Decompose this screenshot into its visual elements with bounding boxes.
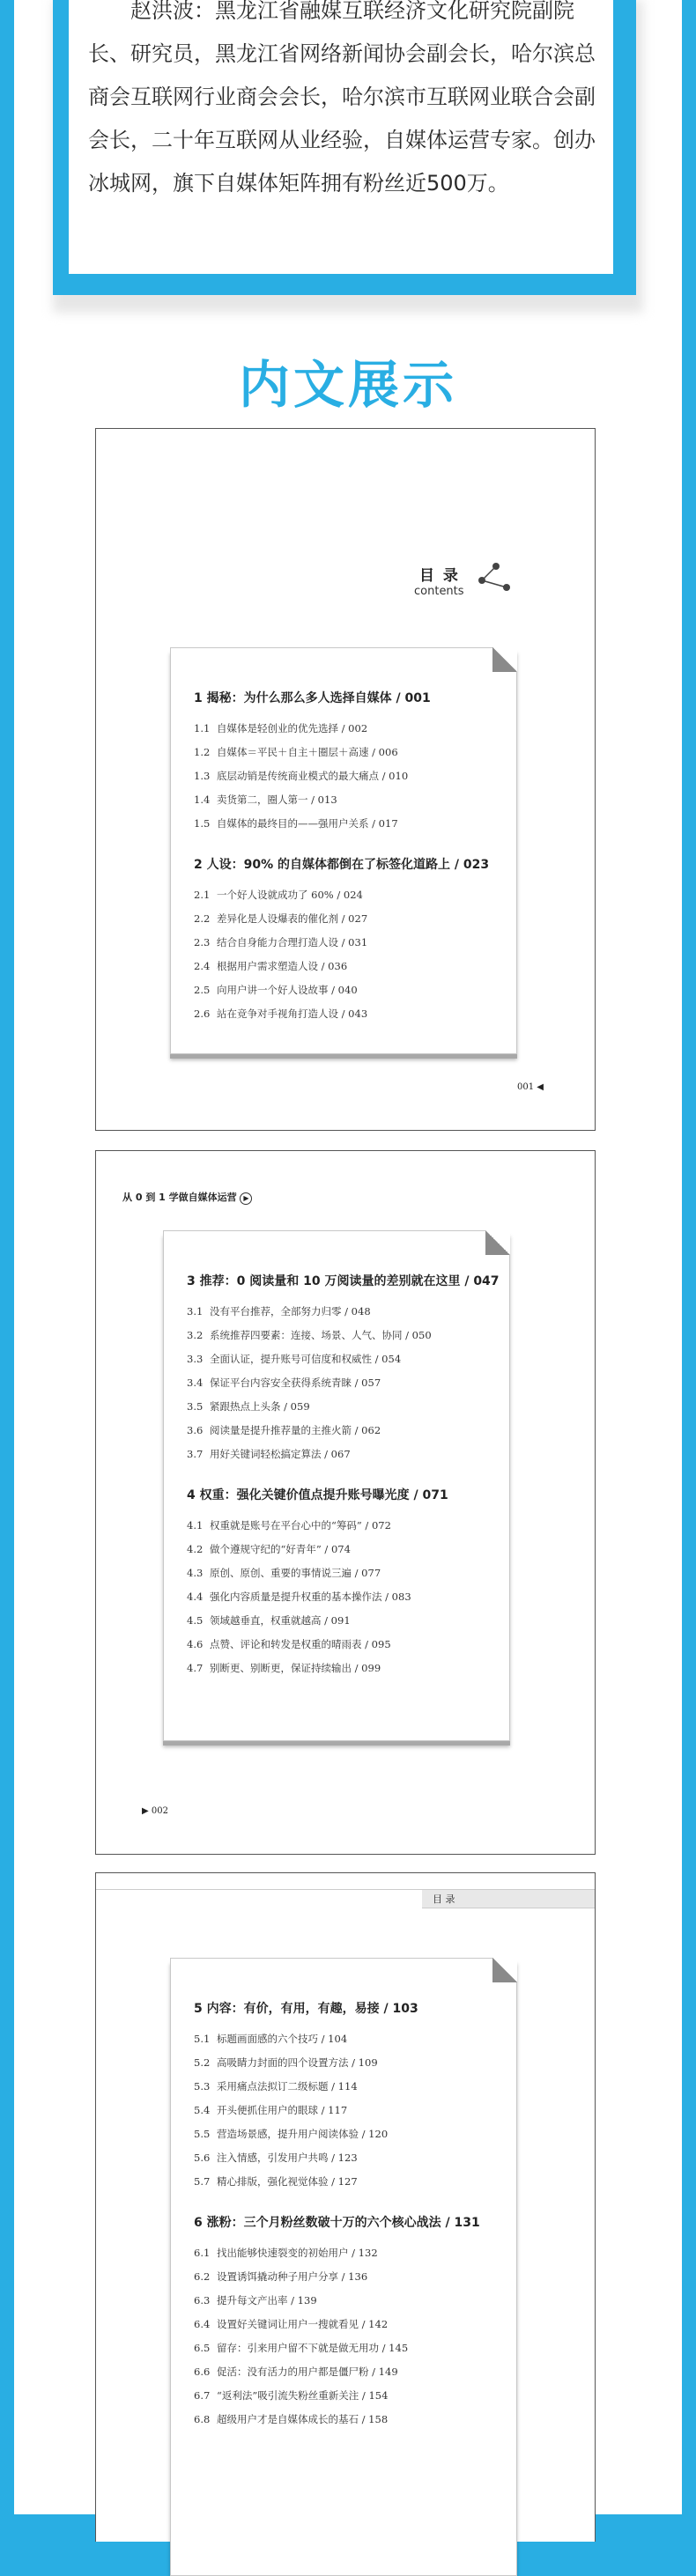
toc-item xyxy=(187,1419,500,1443)
header-label: 目 录 xyxy=(433,1893,455,1905)
item-text: 标题画面感的六个技巧 / 104 xyxy=(217,2033,348,2045)
item-number: 4.2 xyxy=(187,1543,204,1555)
item-number: 6.2 xyxy=(194,2270,211,2283)
toc-item xyxy=(194,812,489,836)
toc-item xyxy=(194,2241,480,2265)
running-head-text: 从 0 到 1 学做自媒体运营 xyxy=(122,1192,237,1203)
item-text: 开头便抓住用户的眼球 / 117 xyxy=(217,2104,348,2116)
item-number: 1.3 xyxy=(194,770,211,782)
molecule-icon xyxy=(477,561,514,596)
item-number: 2.3 xyxy=(194,936,211,948)
item-text: 点赞、评论和转发是权重的晴雨表 / 095 xyxy=(210,1638,391,1650)
item-text: 自媒体是轻创业的优先选择 / 002 xyxy=(217,722,368,734)
item-number: 3.2 xyxy=(187,1329,204,1341)
section-title: 内文展示 xyxy=(238,355,457,415)
item-number: 3.3 xyxy=(187,1353,204,1365)
item-number: 3.1 xyxy=(187,1305,204,1318)
toc-item xyxy=(194,2289,480,2313)
item-number: 3.6 xyxy=(187,1424,204,1436)
toc-item xyxy=(194,788,489,812)
item-number: 3.4 xyxy=(187,1377,204,1389)
triangle-right-icon: ▶ xyxy=(142,1806,149,1816)
item-number: 4.6 xyxy=(187,1638,204,1650)
item-text: 自媒体的最终目的——强用户关系 / 017 xyxy=(217,817,398,830)
item-number: 2.6 xyxy=(194,1008,211,1020)
toc-item xyxy=(194,2336,480,2360)
toc-item xyxy=(194,2051,480,2075)
item-text: 系统推荐四要素：连接、场景、人气、协同 / 050 xyxy=(210,1329,432,1341)
page-number-text: 001 xyxy=(517,1082,535,1092)
item-number: 6.7 xyxy=(194,2389,211,2402)
item-number: 6.1 xyxy=(194,2247,211,2259)
toc-item xyxy=(194,741,489,764)
toc-item xyxy=(194,2027,480,2051)
toc-item xyxy=(194,883,489,907)
toc-item xyxy=(194,2099,480,2122)
toc-item xyxy=(194,2146,480,2170)
item-number: 4.4 xyxy=(187,1591,204,1603)
item-text: 权重就是账号在平台心中的“筹码” / 072 xyxy=(210,1519,391,1532)
item-text: “返利法”吸引流失粉丝重新关注 / 154 xyxy=(217,2389,389,2402)
toc-item xyxy=(194,717,489,741)
item-number: 5.3 xyxy=(194,2080,211,2093)
item-text: 保证平台内容安全获得系统青睐 / 057 xyxy=(210,1377,381,1389)
author-bio: 赵洪波：黑龙江省融媒互联经济文化研究院副院长、研究员，黑龙江省网络新闻协会副会长，哈尔滨总商会互联网行业商会会长，哈尔滨市互联网业联合会副会长，二十年互联网从业经验，自媒体运营专家。创办冰城网，旗下自媒体矩阵拥有粉丝近500万。 xyxy=(88,0,596,196)
toc-item xyxy=(194,2265,480,2289)
item-text: 营造场景感，提升用户阅读体验 / 120 xyxy=(217,2128,389,2140)
item-number: 2.5 xyxy=(194,984,211,996)
item-number: 5.6 xyxy=(194,2152,211,2164)
page-number-text: 002 xyxy=(151,1806,168,1816)
item-text: 提升每文产出率 / 139 xyxy=(217,2294,317,2307)
item-number: 2.1 xyxy=(194,889,211,901)
item-number: 6.3 xyxy=(194,2294,211,2307)
item-number: 6.4 xyxy=(194,2318,211,2330)
toc-item xyxy=(194,907,489,931)
triangle-left-icon: ◀ xyxy=(537,1082,544,1092)
item-text: 阅读量是提升推荐量的主推火箭 / 062 xyxy=(210,1424,381,1436)
toc-item xyxy=(194,2408,480,2432)
toc-item xyxy=(187,1657,500,1680)
item-number: 4.5 xyxy=(187,1614,204,1627)
toc-title: 目 录 xyxy=(419,567,460,585)
item-text: 卖货第二，圈人第一 / 013 xyxy=(217,793,337,806)
toc-item xyxy=(187,1633,500,1657)
page-number xyxy=(142,1806,168,1816)
item-text: 全面认证，提升账号可信度和权威性 / 054 xyxy=(210,1353,402,1365)
item-number: 1.2 xyxy=(194,746,211,758)
item-text: 超级用户才是自媒体成长的基石 / 158 xyxy=(217,2413,389,2425)
book-page-3 xyxy=(95,1872,596,2542)
item-text: 领域越垂直，权重就越高 / 091 xyxy=(210,1614,351,1627)
chapter-title: 5 内容：有价，有用，有趣，易接 / 103 xyxy=(194,2002,418,2016)
item-text: 注入情感，引发用户共鸣 / 123 xyxy=(217,2152,358,2164)
item-number: 6.6 xyxy=(194,2366,211,2378)
item-number: 1.4 xyxy=(194,793,211,806)
toc-item xyxy=(187,1538,500,1561)
item-text: 紧跟热点上头条 / 059 xyxy=(210,1400,310,1413)
item-number: 3.5 xyxy=(187,1400,204,1413)
book-page-1 xyxy=(95,428,596,1131)
item-text: 强化内容质量是提升权重的基本操作法 / 083 xyxy=(210,1591,411,1603)
toc-item xyxy=(187,1585,500,1609)
toc-heading xyxy=(414,563,464,598)
item-text: 高吸睛力封面的四个设置方法 / 109 xyxy=(217,2056,378,2069)
item-number: 3.7 xyxy=(187,1448,204,1460)
toc-item xyxy=(194,2360,480,2384)
book-page-2 xyxy=(95,1150,596,1855)
item-text: 设置诱饵撬动种子用户分享 / 136 xyxy=(217,2270,368,2283)
item-number: 5.1 xyxy=(194,2033,211,2045)
item-number: 2.2 xyxy=(194,912,211,925)
item-number: 5.7 xyxy=(194,2175,211,2188)
toc-item xyxy=(194,2122,480,2146)
item-text: 留存：引来用户留不下就是做无用功 / 145 xyxy=(217,2342,409,2354)
chapter-title: 4 权重：强化关键价值点提升账号曝光度 / 071 xyxy=(187,1488,448,1502)
item-number: 6.8 xyxy=(194,2413,211,2425)
toc-item xyxy=(187,1561,500,1585)
toc-item xyxy=(194,764,489,788)
bio-card xyxy=(53,0,636,295)
bio-card-inner xyxy=(65,0,617,277)
toc-item xyxy=(194,931,489,955)
toc-item xyxy=(194,2313,480,2336)
toc-item xyxy=(194,2170,480,2194)
toc-item xyxy=(194,2384,480,2408)
toc-item xyxy=(187,1395,500,1419)
toc-card xyxy=(170,647,517,1054)
toc-item xyxy=(194,2075,480,2099)
page-curl xyxy=(492,647,517,672)
item-text: 没有平台推荐，全部努力归零 / 048 xyxy=(210,1305,371,1318)
toc-item xyxy=(194,1002,489,1026)
item-text: 精心排版，强化视觉体验 / 127 xyxy=(217,2175,358,2188)
item-number: 1.5 xyxy=(194,817,211,830)
page-number xyxy=(517,1082,544,1092)
item-text: 别断更、别断更，保证持续输出 / 099 xyxy=(210,1662,381,1674)
toc-item xyxy=(187,1514,500,1538)
chapter-title: 6 涨粉：三个月粉丝数破十万的六个核心战法 / 131 xyxy=(194,2216,480,2230)
play-circle-icon: ▶ xyxy=(240,1192,252,1205)
header-bar xyxy=(422,1889,595,1908)
item-text: 做个遵规守纪的“好青年” / 074 xyxy=(210,1543,351,1555)
item-number: 4.3 xyxy=(187,1567,204,1579)
item-number: 5.5 xyxy=(194,2128,211,2140)
item-text: 促活：没有活力的用户都是僵尸粉 / 149 xyxy=(217,2366,398,2378)
toc-card xyxy=(163,1230,510,1741)
item-text: 差异化是人设爆表的催化剂 / 027 xyxy=(217,912,368,925)
item-text: 根据用户需求塑造人设 / 036 xyxy=(217,960,348,972)
toc-item xyxy=(194,955,489,978)
chapter-title: 1 揭秘：为什么那么多人选择自媒体 / 001 xyxy=(194,691,431,705)
item-number: 5.4 xyxy=(194,2104,211,2116)
item-text: 底层动销是传统商业模式的最大痛点 / 010 xyxy=(217,770,409,782)
item-text: 设置好关键词让用户一搜就看见 / 142 xyxy=(217,2318,389,2330)
toc-item xyxy=(194,978,489,1002)
toc-card xyxy=(170,1958,517,2576)
item-text: 自媒体＝平民＋自主＋圈层＋高速 / 006 xyxy=(217,746,398,758)
item-number: 5.2 xyxy=(194,2056,211,2069)
item-text: 一个好人设就成功了 60% / 024 xyxy=(217,889,363,901)
toc-item xyxy=(187,1609,500,1633)
toc-item xyxy=(187,1300,500,1324)
toc-item xyxy=(187,1347,500,1371)
item-number: 4.1 xyxy=(187,1519,204,1532)
toc-item xyxy=(187,1443,500,1466)
chapter-title: 2 人设：90% 的自媒体都倒在了标签化道路上 / 023 xyxy=(194,858,490,872)
item-text: 向用户讲一个好人设故事 / 040 xyxy=(217,984,358,996)
item-number: 2.4 xyxy=(194,960,211,972)
item-number: 4.7 xyxy=(187,1662,204,1674)
item-number: 6.5 xyxy=(194,2342,211,2354)
chapter-title: 3 推荐：0 阅读量和 10 万阅读量的差别就在这里 / 047 xyxy=(187,1274,500,1288)
item-number: 1.1 xyxy=(194,722,211,734)
item-text: 结合自身能力合理打造人设 / 031 xyxy=(217,936,368,948)
item-text: 找出能够快速裂变的初始用户 / 132 xyxy=(217,2247,378,2259)
item-text: 站在竞争对手视角打造人设 / 043 xyxy=(217,1008,368,1020)
page-curl xyxy=(485,1230,510,1255)
item-text: 原创、原创、重要的事情说三遍 / 077 xyxy=(210,1567,381,1579)
toc-item xyxy=(187,1324,500,1347)
running-head xyxy=(122,1190,252,1205)
item-text: 用好关键词轻松搞定算法 / 067 xyxy=(210,1448,351,1460)
toc-subtitle: contents xyxy=(414,585,464,598)
page-curl xyxy=(492,1958,517,1982)
item-text: 采用痛点法拟订二级标题 / 114 xyxy=(217,2080,358,2093)
toc-item xyxy=(187,1371,500,1395)
